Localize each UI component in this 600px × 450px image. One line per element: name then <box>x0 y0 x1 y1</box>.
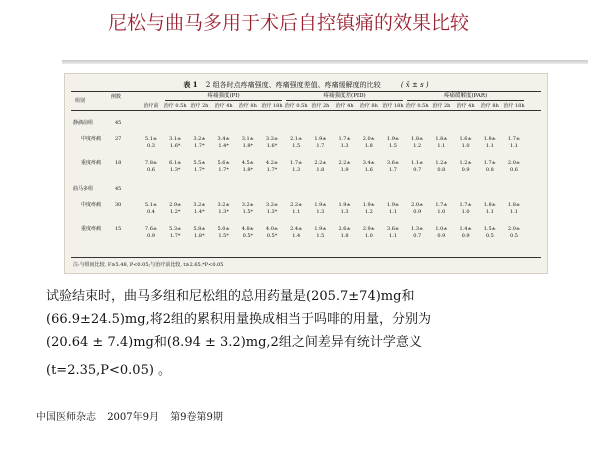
table-cell-mean: 2.0± <box>507 226 521 232</box>
table-cell-mean: 5.3± <box>169 226 182 232</box>
table-number: 表 1 <box>183 80 198 89</box>
table-cell-sd: 1.1 <box>485 143 494 149</box>
col-group-rule <box>286 100 403 101</box>
table-cell-sd: 1.0 <box>461 209 470 215</box>
slide-title: 尼松与曲马多用于术后自控镇痛的效果比较 <box>108 12 470 34</box>
table-cell-sd: 0.7 <box>413 167 422 173</box>
table-cell-mean: 3.4± <box>217 136 230 142</box>
table-cell-sd: 1.7* <box>266 167 278 173</box>
table-cell-sd: 1.7* <box>169 233 181 239</box>
table-cell-sd: 0.4 <box>147 209 155 215</box>
col-header-time: 治疗 0.5h <box>163 103 187 109</box>
table-cell-mean: 1.7± <box>459 202 472 208</box>
table-cell-mean: 5.0± <box>217 226 230 232</box>
table-top-rule <box>71 91 541 92</box>
table-cell-mean: 1.9± <box>314 136 327 142</box>
table-cell-sd: 1.8* <box>194 233 205 239</box>
table-cell-mean: 1.1± <box>411 160 424 166</box>
table-cell-sd: 1.5 <box>389 143 397 149</box>
source-date: 2007年9月 <box>107 412 159 423</box>
table-cell-mean: 3.4± <box>362 160 375 166</box>
table-cell-mean: 7.8± <box>144 160 158 166</box>
table-cell-mean: 3.2± <box>241 202 254 208</box>
table-cell-mean: 1.8± <box>483 136 496 142</box>
table-cell-sd: 0.5 <box>485 233 494 239</box>
table-row-label: 中度疼痛 <box>81 202 102 208</box>
table-cell-sd: 1.5 <box>292 143 301 149</box>
table-cell-mean: 2.9± <box>169 202 182 208</box>
table-cell-mean: 2.2± <box>338 160 351 166</box>
table-cell-sd: 0.9 <box>461 233 470 239</box>
table-caption <box>65 80 547 90</box>
table-cell-mean: 3.1± <box>169 136 182 142</box>
table-cell-sd: 0.5* <box>266 233 278 239</box>
table-cell-mean: 3.6± <box>386 160 400 166</box>
col-header-time: 治疗 4h <box>335 103 354 109</box>
table-cell-mean: 2.4± <box>290 226 303 232</box>
col-header-time: 治疗 18h <box>382 103 404 109</box>
table-header-rule <box>71 110 541 111</box>
table-cell-sd: 1.6 <box>364 167 373 173</box>
col-header-time: 治疗 4h <box>214 103 233 109</box>
table-cell-sd: 1.2* <box>169 209 181 215</box>
table-cell-sd: 1.1 <box>485 209 494 215</box>
table-row-n: 45 <box>115 186 122 192</box>
table-cell-mean: 1.8± <box>507 202 521 208</box>
col-header-time: 治疗 0.5h <box>284 103 308 109</box>
paragraph-line-4: (t=2.35,P<0.05) 。 <box>46 363 172 378</box>
table-cell-mean: 5.1± <box>144 202 158 208</box>
table-cell-mean: 5.6± <box>217 160 230 166</box>
table-cell-mean: 5.1± <box>144 136 158 142</box>
table-cell-mean: 1.6± <box>459 136 472 142</box>
table-cell-sd: 0.9 <box>461 167 470 173</box>
col-header-n: 例数 <box>111 94 122 100</box>
table-cell-sd: 1.7* <box>218 167 229 173</box>
table-row-n: 15 <box>115 226 122 232</box>
col-header-time: 治疗 8h <box>480 103 499 109</box>
table-cell-mean: 2.0± <box>507 160 521 166</box>
table-cell-mean: 3.2± <box>265 136 279 142</box>
table-cell-sd: 1.3* <box>266 209 278 215</box>
table-cell-sd: 1.2 <box>364 209 373 215</box>
col-group-rule <box>165 100 282 101</box>
table-cell-sd: 1.6* <box>169 143 181 149</box>
table-cell-sd: 1.8* <box>242 167 254 173</box>
table-cell-mean: 6.1± <box>169 160 182 166</box>
table-row-label: 中度疼痛 <box>81 136 102 142</box>
table-cell-sd: 0.8 <box>437 167 446 173</box>
table-cell-sd: 0.9 <box>147 233 155 239</box>
table-cell-sd: 1.3 <box>292 167 301 173</box>
table-cell-sd: 1.7 <box>316 143 325 149</box>
table-cell-mean: 1.0± <box>435 226 448 232</box>
table-cell-mean: 1.2± <box>459 160 472 166</box>
table-cell-mean: 1.8± <box>435 136 448 142</box>
title-underline <box>62 60 588 64</box>
table-cell-mean: 2.9± <box>362 226 375 232</box>
col-header-time: 治疗 18h <box>261 103 283 109</box>
table-cell-sd: 1.0 <box>461 143 470 149</box>
col-header-time: 治疗 2h <box>311 103 330 109</box>
col-group-pi: 疼痛强度(PI) <box>207 93 240 99</box>
table-row-n: 18 <box>115 160 122 166</box>
results-table-image <box>64 73 548 274</box>
table-cell-mean: 1.9± <box>314 202 327 208</box>
source-journal: 中国医师杂志 <box>36 412 96 423</box>
table-cell-sd: 1.0 <box>437 209 446 215</box>
table-cell-mean: 2.0± <box>362 136 375 142</box>
table-cell-mean: 3.1± <box>241 136 254 142</box>
table-row-label: 重度疼痛 <box>81 226 102 232</box>
table-cell-mean: 1.5± <box>483 226 496 232</box>
table-cell-mean: 1.7± <box>483 160 496 166</box>
table-cell-sd: 1.7* <box>194 143 205 149</box>
table-cell-mean: 1.7± <box>338 136 351 142</box>
table-cell-sd: 0.7 <box>413 233 422 239</box>
col-header-time: 治疗前 <box>143 103 159 109</box>
table-cell-sd: 1.1 <box>292 209 301 215</box>
table-symbol: ( x̄ ± s ) <box>400 81 429 89</box>
table-cell-sd: 1.6* <box>266 143 278 149</box>
table-cell-mean: 5.8± <box>193 226 206 232</box>
table-cell-sd: 1.1 <box>437 143 446 149</box>
source-citation <box>36 408 223 423</box>
table-cell-sd: 1.4* <box>218 143 229 149</box>
table-cell-mean: 3.6± <box>386 226 400 232</box>
table-cell-sd: 1.4* <box>194 209 205 215</box>
table-cell-sd: 1.5* <box>218 233 229 239</box>
table-cell-mean: 1.3± <box>411 226 424 232</box>
table-cell-sd: 1.3 <box>316 209 325 215</box>
table-bottom-rule <box>71 257 541 258</box>
table-cell-mean: 3.2± <box>265 202 279 208</box>
table-cell-mean: 1.4± <box>459 226 472 232</box>
table-cell-sd: 1.7* <box>194 167 205 173</box>
table-cell-sd: 0.9 <box>413 209 422 215</box>
table-cell-sd: 1.8 <box>316 167 325 173</box>
table-cell-mean: 2.6± <box>338 226 351 232</box>
table-row-n: 27 <box>115 136 122 142</box>
table-caption-text: 2 组各时点疼痛强度、疼痛强度差值、疼痛缓解度的比较 <box>205 81 381 89</box>
table-cell-sd: 0.6 <box>147 167 155 173</box>
table-cell-mean: 3.2± <box>217 202 230 208</box>
table-cell-sd: 1.3* <box>169 167 181 173</box>
col-group-rule <box>407 100 524 101</box>
table-cell-sd: 0.5 <box>510 233 518 239</box>
col-header-time: 治疗 0.5h <box>405 103 429 109</box>
table-cell-sd: 1.8 <box>364 143 373 149</box>
table-cell-sd: 1.3* <box>218 209 229 215</box>
table-cell-sd: 0.9 <box>437 233 446 239</box>
table-cell-mean: 1.7± <box>507 136 521 142</box>
table-cell-mean: 1.9± <box>314 226 327 232</box>
paragraph-line-3: (20.64 ± 7.4)mg和(8.94 ± 3.2)mg,2组之间差异有统计学意义 <box>46 335 422 350</box>
table-row-n: 30 <box>115 202 122 208</box>
table-cell-mean: 1.7± <box>435 202 448 208</box>
table-cell-mean: 1.9± <box>338 202 351 208</box>
col-header-time: 治疗 2h <box>432 103 451 109</box>
table-cell-sd: 1.0 <box>364 233 373 239</box>
table-row-n: 45 <box>115 120 122 126</box>
table-cell-mean: 1.9± <box>386 202 400 208</box>
table-cell-mean: 7.6± <box>144 226 158 232</box>
table-cell-sd: 1.3 <box>340 209 349 215</box>
table-cell-mean: 1.7± <box>290 160 303 166</box>
col-header-time: 治疗 4h <box>456 103 475 109</box>
col-header-time: 治疗 2h <box>190 103 209 109</box>
table-row-label: 重度疼痛 <box>81 160 102 166</box>
table-cell-sd: 1.3 <box>340 143 349 149</box>
table-cell-sd: 1.7 <box>389 167 397 173</box>
source-issue: 第9卷第9期 <box>170 412 223 423</box>
table-cell-mean: 2.1± <box>290 136 303 142</box>
table-cell-sd: 1.8 <box>340 233 349 239</box>
col-header-time: 治疗 18h <box>503 103 525 109</box>
table-cell-sd: 1.4 <box>292 233 301 239</box>
table-cell-mean: 3.2± <box>193 136 206 142</box>
table-cell-mean: 1.8± <box>483 202 496 208</box>
table-cell-mean: 4.2± <box>265 160 279 166</box>
table-cell-sd: 1.9 <box>340 167 349 173</box>
col-group-pid: 疼痛强度差(PID) <box>323 93 366 99</box>
table-cell-sd: 1.5 <box>316 233 325 239</box>
table-cell-mean: 1.2± <box>435 160 448 166</box>
table-cell-sd: 1.1 <box>389 209 397 215</box>
table-cell-mean: 4.8± <box>241 226 254 232</box>
table-cell-mean: 2.2± <box>290 202 303 208</box>
table-cell-sd: 1.1 <box>510 209 518 215</box>
table-cell-sd: 0.5* <box>242 233 254 239</box>
table-cell-sd: 0.3 <box>147 143 155 149</box>
table-cell-mean: 1.9± <box>362 202 375 208</box>
table-cell-sd: 1.5* <box>242 209 254 215</box>
table-cell-mean: 4.5± <box>241 160 254 166</box>
table-cell-mean: 1.8± <box>411 136 424 142</box>
col-group-par: 疼痛缓解度(PAR) <box>444 93 488 99</box>
table-cell-mean: 3.2± <box>193 202 206 208</box>
paragraph-line-2: (66.9±24.5)mg,将2组的累积用量换成相当于吗啡的用量，分别为 <box>46 312 431 327</box>
table-cell-sd: 0.8 <box>485 167 494 173</box>
table-cell-sd: 0.6 <box>510 167 518 173</box>
table-row-label: 静滴前组 <box>73 120 94 126</box>
paragraph-line-1: 试验结束时，曲马多组和尼松组的总用药量是(205.7±74)mg和 <box>46 289 415 304</box>
table-cell-mean: 2.0± <box>411 202 424 208</box>
table-cell-sd: 1.1 <box>389 233 397 239</box>
col-header-group: 组别 <box>75 98 86 104</box>
table-cell-mean: 2.2± <box>314 160 327 166</box>
table-note: 注:与组间比较, F≥5.48, P<0.05;与治疗前比较, t≥2.65,*P<0.05 <box>73 262 224 268</box>
table-cell-sd: 1.2 <box>413 143 422 149</box>
col-header-time: 治疗 8h <box>359 103 378 109</box>
table-row-label: 曲马多组 <box>73 186 94 192</box>
table-cell-mean: 5.5± <box>193 160 206 166</box>
table-cell-sd: 1.1 <box>510 143 518 149</box>
table-cell-sd: 1.8* <box>242 143 254 149</box>
table-cell-mean: 1.9± <box>386 136 400 142</box>
table-cell-mean: 4.0± <box>265 226 279 232</box>
col-header-time: 治疗 8h <box>238 103 257 109</box>
